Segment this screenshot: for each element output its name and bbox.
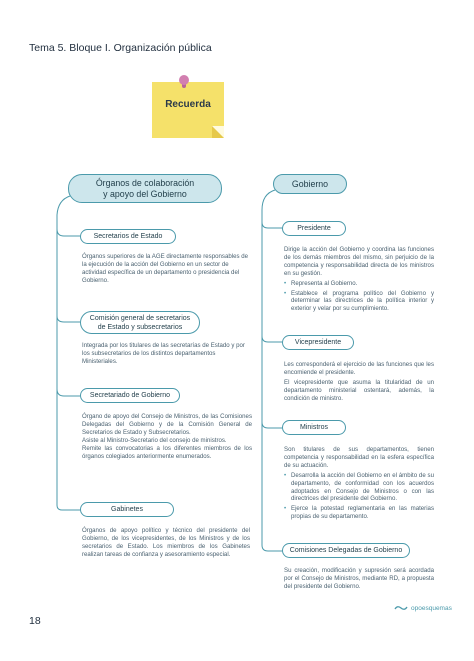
secretariado-text-3: Remite las convocatorias a los diferentes miembros de los órganos colegiados anteriormente enumerados. — [82, 444, 252, 460]
left-branch-title-line1: Órganos de colaboración — [95, 178, 195, 188]
secretariado-text-1: Órgano de apoyo del Consejo de Ministros, de las Comisiones Delegadas del Gobierno y de la Comisión General de Secretarios de Estado y Subsecretarios. — [82, 413, 252, 436]
node-comisiones-delegadas-label: Comisiones Delegadas de Gobierno — [289, 547, 403, 554]
right-branch-title — [273, 174, 347, 194]
node-ministros-label: Ministros — [299, 424, 328, 431]
node-gabinetes — [80, 502, 174, 517]
ministros-text-main: Son titulares de sus departamentos, tienen competencia y responsabilidad en la esfera específica de su actuación. — [284, 446, 434, 469]
left-branch-title — [68, 174, 222, 203]
vicepresidente-text — [284, 361, 434, 403]
node-vicepresidente-label: Vicepresidente — [294, 339, 342, 346]
node-secretariado-gobierno-label: Secretariado de Gobierno — [89, 392, 171, 399]
vicepresidente-text-1: Les corresponderá el ejercicio de las funciones que les encomiende el presidente. — [284, 361, 434, 376]
secretarios-estado-text: Órganos superiores de la AGE directamente responsables de la ejecución de la acción del Gobierno en un sector de actividad específica de un departamento o presidencia del Gobierno. — [82, 253, 248, 284]
page-title: Tema 5. Bloque I. Organización pública — [29, 42, 212, 54]
vicepresidente-text-2: El vicepresidente que asuma la titularidad de un departamento ministerial ostentará, además, la condición de ministro. — [284, 378, 434, 402]
node-gabinetes-label: Gabinetes — [111, 506, 143, 513]
node-presidente — [282, 221, 346, 236]
node-comision-general-line1: Comisión general de secretarios — [89, 315, 191, 322]
sticky-note-label: Recuerda — [165, 99, 211, 110]
secretariado-text-2: Asiste al Ministro-Secretario del consejo de ministros. — [82, 436, 227, 444]
node-ministros — [282, 420, 346, 435]
node-comision-general — [80, 311, 200, 334]
left-branch-title-line2: y apoyo del Gobierno — [103, 189, 187, 199]
right-branch-title-label: Gobierno — [291, 179, 329, 189]
comision-general-text: Integrada por los titulares de las secretarías de Estado y por los subsecretarios de los distintos departamentos Ministeriales. — [82, 342, 245, 365]
presidente-bullet-2: • Establece el programa político del Gobierno y determinar las directrices de la política interior y exterior y velar por su cumplimiento. — [284, 290, 434, 314]
ministros-text — [284, 446, 434, 521]
node-comision-general-line2: de Estado y subsecretarios — [97, 324, 183, 331]
node-secretariado-gobierno — [80, 388, 180, 403]
secretariado-gobierno-text — [82, 413, 252, 460]
node-vicepresidente — [282, 335, 354, 350]
node-secretarios-estado — [80, 229, 176, 244]
ministros-bullet-1: • Desarrolla la acción del Gobierno en el ámbito de su departamento, de conformidad con los acuerdos adoptados en Consejo de Ministros o con las directrices del presidente del Gobierno. — [284, 472, 434, 504]
brand-name: opoesquemas — [411, 604, 452, 612]
brand-wave-icon — [394, 604, 408, 612]
node-secretarios-estado-label: Secretarios de Estado — [93, 233, 163, 240]
node-presidente-label: Presidente — [297, 225, 331, 232]
ministros-bullet-2: • Ejerce la potestad reglamentaria en las materias propias de su departamento. — [284, 505, 434, 521]
page-number: 18 — [29, 615, 41, 627]
node-comisiones-delegadas — [282, 543, 410, 558]
brand-logo — [394, 604, 452, 612]
presidente-bullet-1: • Representa al Gobierno. — [284, 280, 434, 288]
presidente-text-main: Dirige la acción del Gobierno y coordina las funciones de los demás miembros del mismo, sin perjuicio de la competencia y responsabilidad directa de los ministros en su gestión. — [284, 246, 434, 277]
comisiones-delegadas-text: Su creación, modificación y supresión será acordada por el Consejo de Ministros, mediante RD, a propuesta del presidente del Gobierno. — [284, 567, 434, 590]
gabinetes-text: Órganos de apoyo político y técnico del presidente del Gobierno, de los vicepresidentes, de los Ministros y de los secretarios de Estado. Los miembros de los Gabinetes realizan tareas de confianza y asesoramiento especial. — [82, 527, 250, 558]
presidente-text — [284, 246, 434, 313]
